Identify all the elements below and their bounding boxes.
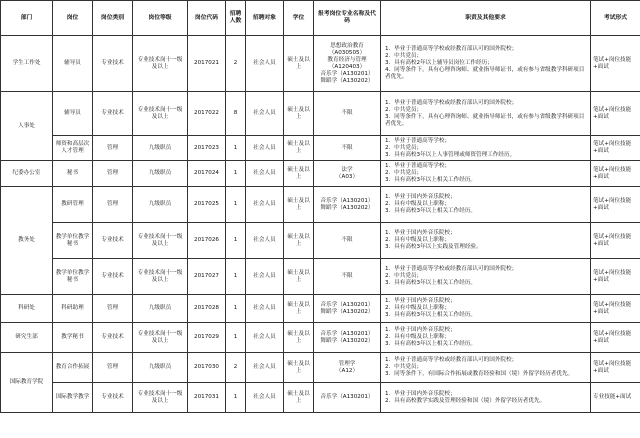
major-line: 法学 xyxy=(341,166,353,173)
requirement-line: 3．具有高校3年以上相关工作经历。 xyxy=(385,312,477,318)
department-cell: 学生工作处 xyxy=(1,36,53,92)
table-row xyxy=(1,353,640,383)
major-line: 管理学 xyxy=(338,360,356,367)
category-cell: 管理 xyxy=(93,187,133,223)
requirement-line: 2．具有高校教学实践及管理经验和国（境）外留学经历者优先。 xyxy=(385,397,546,404)
requirement-line: 1．毕业于普通高等学校或经教育部认可的国外院校； xyxy=(385,99,518,106)
requirement-line: 3．具有高校3年以上相关工作经历。 xyxy=(385,177,477,183)
major-line: 舞蹈学（A130202） xyxy=(320,337,374,344)
department-cell: 纪委办公室 xyxy=(1,161,53,187)
category-cell: 专业技术 xyxy=(93,259,133,295)
level-cell: 专业技术岗十一级及以上 xyxy=(133,223,188,259)
exam-cell: 笔试+岗位技能+面试 xyxy=(591,323,640,353)
category-cell: 专业技术 xyxy=(93,323,133,353)
exam-cell: 笔试+岗位技能+面试 xyxy=(591,259,640,295)
table-row xyxy=(1,259,640,295)
degree-cell: 硕士及以上 xyxy=(284,161,314,187)
count-cell: 1 xyxy=(226,323,246,353)
code-cell: 2017027 xyxy=(188,259,226,295)
header-requirements: 职责及其他要求 xyxy=(381,1,591,36)
requirement-line: 2．中共党员； xyxy=(385,106,423,113)
requirement-line: 1．毕业于国内外音乐院校； xyxy=(385,194,456,200)
requirement-line: 1．毕业于国内外音乐院校； xyxy=(385,230,456,236)
post-cell: 秘书 xyxy=(53,161,93,187)
major-line: 音乐学（A130201） xyxy=(320,197,374,204)
requirements-cell xyxy=(381,136,591,161)
level-cell: 专业技术岗十一级及以上 xyxy=(133,259,188,295)
target-cell: 社会人员 xyxy=(246,92,284,136)
major-line: 不限 xyxy=(341,273,353,279)
major-cell xyxy=(314,295,381,323)
level-cell: 九级职员 xyxy=(133,136,188,161)
major-line: 思想政治教育（A030505） xyxy=(328,42,366,56)
major-line: 不限 xyxy=(341,144,353,151)
major-cell xyxy=(314,136,381,161)
requirement-line: 3．具有高校3年以上实践及管理经验。 xyxy=(385,244,482,250)
post-cell: 国际教学教学 xyxy=(53,383,93,413)
requirement-line: 1．毕业于国内外音乐院校； xyxy=(385,390,456,397)
major-line: （A03） xyxy=(335,173,359,180)
requirement-line: 1．毕业于普通高等学校； xyxy=(385,137,451,144)
degree-cell: 硕士及以上 xyxy=(284,259,314,295)
count-cell: 1 xyxy=(226,161,246,187)
requirement-line: 1．毕业于国内外音乐院校； xyxy=(385,298,456,304)
target-cell: 社会人员 xyxy=(246,353,284,383)
code-cell: 2017026 xyxy=(188,223,226,259)
category-cell: 管理 xyxy=(93,295,133,323)
level-cell: 九级职员 xyxy=(133,295,188,323)
header-level: 岗位等级 xyxy=(133,1,188,36)
department-cell: 教务处 xyxy=(1,187,53,295)
degree-cell: 硕士及以上 xyxy=(284,92,314,136)
requirement-line: 3．具有高校3年以上相关工作经历。 xyxy=(385,208,477,214)
department-cell: 国际教育学院 xyxy=(1,353,53,413)
post-cell: 教研管理 xyxy=(53,187,93,223)
requirement-line: 2．具有中级及以上职称； xyxy=(385,334,451,340)
major-line: 舞蹈学（A130202） xyxy=(320,77,374,84)
requirement-line: 3．具有高校3年以上人事管理或师资管理工作经历。 xyxy=(385,151,516,158)
exam-cell: 笔试+岗位技能+面试 xyxy=(591,353,640,383)
requirement-line: 2．具有中级及以上职称； xyxy=(385,305,451,311)
level-cell: 九级职员 xyxy=(133,161,188,187)
code-cell: 2017029 xyxy=(188,323,226,353)
code-cell: 2017030 xyxy=(188,353,226,383)
target-cell: 社会人员 xyxy=(246,161,284,187)
table-body xyxy=(1,36,640,413)
major-line: 不限 xyxy=(341,237,353,243)
target-cell: 社会人员 xyxy=(246,323,284,353)
post-cell: 科研助理 xyxy=(53,295,93,323)
code-cell: 2017024 xyxy=(188,161,226,187)
requirement-line: 3．同等条件下，具有心理咨询师、就业指导师证书，或有参与省级教学科研项目者优先。 xyxy=(385,113,585,127)
table-row xyxy=(1,36,640,92)
header-code: 岗位代码 xyxy=(188,1,226,36)
major-cell xyxy=(314,223,381,259)
major-cell xyxy=(314,161,381,187)
table-row xyxy=(1,383,640,413)
level-cell: 专业技术岗十一级及以上 xyxy=(133,36,188,92)
code-cell: 2017031 xyxy=(188,383,226,413)
level-cell: 专业技术岗十一级及以上 xyxy=(133,323,188,353)
exam-cell: 专业技能+面试 xyxy=(591,383,640,413)
level-cell: 九级职员 xyxy=(133,187,188,223)
target-cell: 社会人员 xyxy=(246,295,284,323)
count-cell: 1 xyxy=(226,259,246,295)
table-row xyxy=(1,223,640,259)
requirement-line: 2．中共党员； xyxy=(385,170,423,176)
post-cell: 辅导员 xyxy=(53,36,93,92)
target-cell: 社会人员 xyxy=(246,36,284,92)
category-cell: 专业技术 xyxy=(93,383,133,413)
post-cell: 辅导员 xyxy=(53,92,93,136)
target-cell: 社会人员 xyxy=(246,259,284,295)
major-cell xyxy=(314,259,381,295)
requirements-cell xyxy=(381,223,591,259)
major-line: 音乐学（A130201） xyxy=(320,330,374,337)
major-line: 舞蹈学（A130202） xyxy=(320,204,374,211)
target-cell: 社会人员 xyxy=(246,187,284,223)
category-cell: 管理 xyxy=(93,161,133,187)
requirement-line: 2．具有中级及以上职称； xyxy=(385,237,451,243)
level-cell: 专业技术岗十一级及以上 xyxy=(133,92,188,136)
count-cell: 8 xyxy=(226,92,246,136)
table-row xyxy=(1,161,640,187)
header-category: 岗位类别 xyxy=(93,1,133,36)
requirement-line: 3．具有高校3年以上相关工作经历。 xyxy=(385,341,477,347)
major-line: 不限 xyxy=(341,110,353,116)
exam-cell: 笔试+岗位技能+面试 xyxy=(591,223,640,259)
code-cell: 2017021 xyxy=(188,36,226,92)
category-cell: 专业技术 xyxy=(93,223,133,259)
code-cell: 2017028 xyxy=(188,295,226,323)
category-cell: 专业技术 xyxy=(93,36,133,92)
department-cell: 研究生部 xyxy=(1,323,53,353)
header-row xyxy=(1,1,640,36)
count-cell: 1 xyxy=(226,223,246,259)
requirement-line: 1．毕业于普通高等学校或经教育部认可的国外院校； xyxy=(385,357,518,363)
count-cell: 1 xyxy=(226,187,246,223)
requirement-line: 1．毕业于普通高等学校或经教育部认可的国外院校； xyxy=(385,266,518,272)
target-cell: 社会人员 xyxy=(246,223,284,259)
count-cell: 2 xyxy=(226,36,246,92)
category-cell: 管理 xyxy=(93,136,133,161)
header-target: 招聘对象 xyxy=(246,1,284,36)
table-row xyxy=(1,136,640,161)
major-line: 音乐学（A130201） xyxy=(320,394,374,400)
major-line: 音乐学（A130201） xyxy=(320,70,374,77)
department-cell: 科研处 xyxy=(1,295,53,323)
requirement-line: 2．具有中级及以上职称； xyxy=(385,201,451,207)
degree-cell: 硕士及以上 xyxy=(284,187,314,223)
header-exam: 考试形式 xyxy=(591,1,640,36)
exam-cell: 笔试+岗位技能+面试 xyxy=(591,187,640,223)
code-cell: 2017025 xyxy=(188,187,226,223)
header-dept: 部门 xyxy=(1,1,53,36)
requirement-line: 1．毕业于普通高等学校或经教育部认可的国外院校； xyxy=(385,46,518,52)
department-cell: 人事处 xyxy=(1,92,53,161)
post-cell: 教学单位教学秘书 xyxy=(53,223,93,259)
requirement-line: 4．同等条件下，具有心理咨询师、就业指导师证书，或有参与省级教学科研项目者优先。 xyxy=(385,67,585,80)
major-cell xyxy=(314,353,381,383)
major-cell xyxy=(314,187,381,223)
header-post: 岗位 xyxy=(53,1,93,36)
requirement-line: 3．具有高校3年以上相关工作经历。 xyxy=(385,280,477,286)
requirements-cell xyxy=(381,353,591,383)
requirement-line: 2．中共党员； xyxy=(385,273,423,279)
exam-cell: 笔试+岗位技能+面试 xyxy=(591,161,640,187)
major-line: 舞蹈学（A130202） xyxy=(320,308,374,315)
exam-cell: 笔试+岗位技能+面试 xyxy=(591,92,640,136)
degree-cell: 硕士及以上 xyxy=(284,36,314,92)
requirements-cell xyxy=(381,187,591,223)
major-cell xyxy=(314,92,381,136)
header-degree: 学位 xyxy=(284,1,314,36)
degree-cell: 硕士及以上 xyxy=(284,353,314,383)
table-row xyxy=(1,323,640,353)
requirement-line: 2．中共党员； xyxy=(385,53,423,59)
requirement-line: 2．中共党员； xyxy=(385,364,423,370)
header-count: 招聘人数 xyxy=(226,1,246,36)
major-cell xyxy=(314,323,381,353)
major-line: 教育经济与管理（A120403） xyxy=(327,56,367,70)
requirements-cell xyxy=(381,161,591,187)
count-cell: 1 xyxy=(226,383,246,413)
level-cell: 专业技术岗十一级及以上 xyxy=(133,383,188,413)
requirement-line: 1．毕业于普通高等学校； xyxy=(385,163,451,169)
requirements-cell xyxy=(381,383,591,413)
count-cell: 1 xyxy=(226,136,246,161)
major-cell xyxy=(314,36,381,92)
major-line: 音乐学（A130201） xyxy=(320,301,374,308)
requirements-cell xyxy=(381,36,591,92)
exam-cell: 笔试+岗位技能+面试 xyxy=(591,36,640,92)
post-cell: 教育合作拓展 xyxy=(53,353,93,383)
table-row xyxy=(1,295,640,323)
requirement-line: 3．同等条件下，有国际合作拓展或教育经验和国（境）外留学经历者优先。 xyxy=(385,371,574,377)
degree-cell: 硕士及以上 xyxy=(284,295,314,323)
requirements-cell xyxy=(381,323,591,353)
post-cell: 教学秘书 xyxy=(53,323,93,353)
count-cell: 2 xyxy=(226,353,246,383)
post-cell: 师资和高层次人才管理 xyxy=(53,136,93,161)
major-line: （A12） xyxy=(335,367,359,374)
requirement-line: 1．毕业于国内外音乐院校； xyxy=(385,327,456,333)
requirement-line: 3．具有高校2年以上辅导员岗位工作经历； xyxy=(385,60,493,66)
category-cell: 专业技术 xyxy=(93,92,133,136)
code-cell: 2017022 xyxy=(188,92,226,136)
target-cell: 社会人员 xyxy=(246,136,284,161)
requirements-cell xyxy=(381,92,591,136)
degree-cell: 硕士及以上 xyxy=(284,136,314,161)
table-row xyxy=(1,187,640,223)
exam-cell: 笔试+岗位技能+面试 xyxy=(591,295,640,323)
table-row xyxy=(1,92,640,136)
degree-cell: 硕士及以上 xyxy=(284,383,314,413)
requirements-cell xyxy=(381,259,591,295)
code-cell: 2017023 xyxy=(188,136,226,161)
count-cell: 1 xyxy=(226,295,246,323)
level-cell: 九级职员 xyxy=(133,353,188,383)
post-cell: 教学单位教学秘书 xyxy=(53,259,93,295)
category-cell: 管理 xyxy=(93,353,133,383)
header-major: 报考岗位专业名称及代码 xyxy=(314,1,381,36)
requirements-cell xyxy=(381,295,591,323)
target-cell: 社会人员 xyxy=(246,383,284,413)
exam-cell: 笔试+岗位技能+面试 xyxy=(591,136,640,161)
degree-cell: 硕士及以上 xyxy=(284,323,314,353)
degree-cell: 硕士及以上 xyxy=(284,223,314,259)
major-cell xyxy=(314,383,381,413)
requirement-line: 2．中共党员； xyxy=(385,144,423,151)
